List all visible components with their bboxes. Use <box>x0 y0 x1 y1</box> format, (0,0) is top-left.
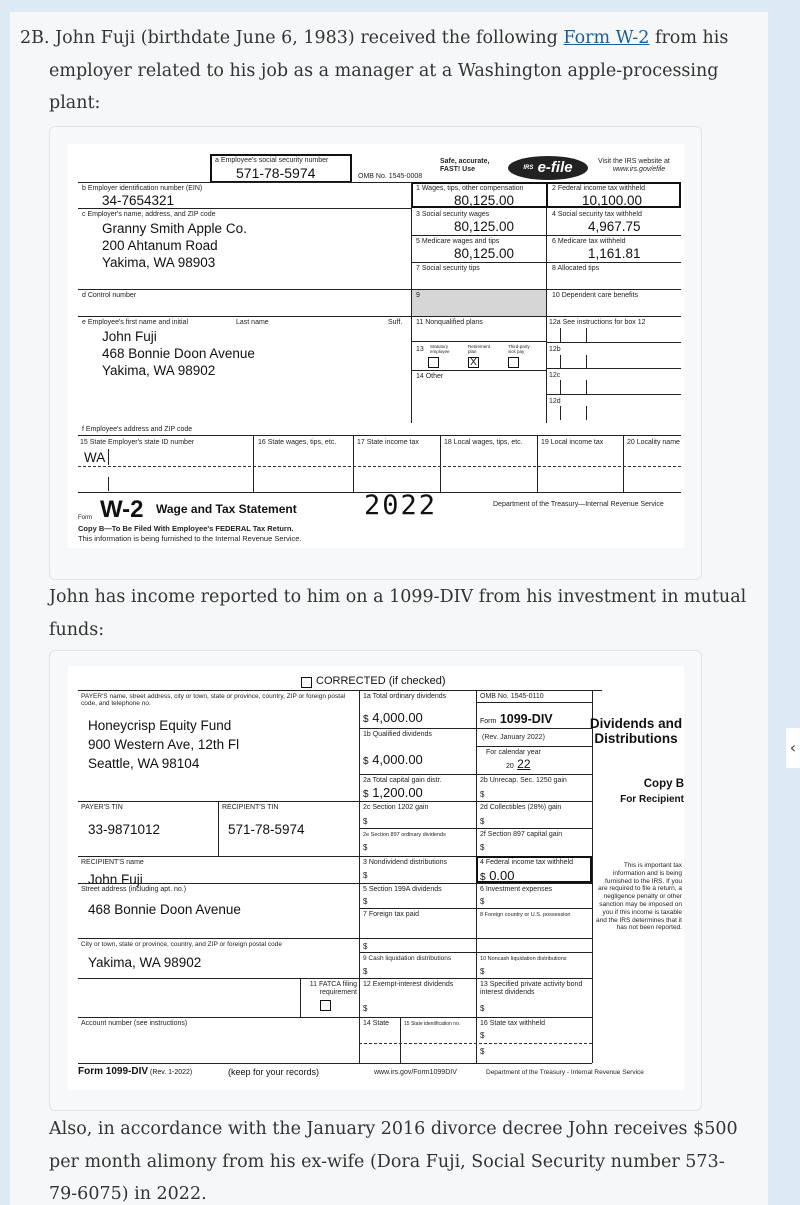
w2-box1-label: 1 Wages, tips, other compensation <box>416 185 524 192</box>
w2-line <box>546 368 681 369</box>
div-box1b: 4,000.00 <box>372 752 423 767</box>
div-line <box>359 952 592 953</box>
div-line <box>78 938 592 939</box>
div-box2a: 1,200.00 <box>372 785 423 800</box>
div-line <box>359 908 592 909</box>
w2-line <box>78 289 681 290</box>
w2-line <box>440 435 441 492</box>
div-year-prefix: 20 <box>506 763 514 770</box>
div-box14-label: 14 State <box>363 1020 390 1027</box>
w2-box12b-label: 12b <box>549 346 561 353</box>
div-line <box>476 702 592 703</box>
recipient-tin-label: RECIPIENT'S TIN <box>222 804 279 811</box>
w2-box-e-label: e Employee's first name and initial <box>82 319 188 326</box>
recipient-name: John Fuji <box>88 872 143 887</box>
w2-box7-label: 7 Social security tips <box>416 265 480 272</box>
w2-box19-label: 19 Local income tax <box>541 439 604 446</box>
dollar-sign: $ <box>363 871 368 880</box>
w2-box-f-label: f Employee's address and ZIP code <box>82 426 193 433</box>
div-line <box>592 774 593 1063</box>
w2-employee-street: 468 Bonnie Doon Avenue <box>102 346 255 361</box>
div-box2d-label: 2d Collectibles (28%) gain <box>480 804 562 811</box>
w2-box16-label: 16 State wages, tips, etc. <box>258 439 337 446</box>
div-box4-label: 4 Federal income tax withheld <box>480 859 573 866</box>
third-party-sick-pay-checkbox[interactable] <box>508 357 519 368</box>
chevron-left-icon[interactable]: ‹ <box>786 728 800 768</box>
w2-box2-label: 2 Federal income tax withheld <box>552 185 645 192</box>
w2-line <box>108 449 109 465</box>
w2-box-c-label: c Employer's name, address, and ZIP code <box>82 211 216 218</box>
w2-box8-label: 8 Allocated tips <box>552 265 600 272</box>
w2-line <box>537 435 538 492</box>
div-line <box>300 978 301 1017</box>
div-box1b-label: 1b Qualified dividends <box>363 731 432 738</box>
recipient-name-label: RECIPIENT'S name <box>81 859 144 866</box>
recipient-city: Yakima, WA 98902 <box>88 955 202 970</box>
w2-box-b-label: b Employer identification number (EIN) <box>82 185 203 192</box>
w2-box13-third-label: Third-party sick pay <box>508 344 530 354</box>
efile-logo-text: e-file <box>537 159 573 176</box>
payer-label: PAYER'S name, street address, city or town, state or province, country, ZIP or foreign postal code, and telephone no. <box>81 693 346 707</box>
efile-logo <box>508 156 588 180</box>
fatca-label: 11 FATCA filing requirement <box>309 981 357 996</box>
w2-line <box>560 380 561 394</box>
w2-form-title: W-2 <box>100 496 144 523</box>
div-side-note: This is important tax information and is being furnished to the IRS. If you are required to file a return, a negligence penalty or other sanction may be imposed on you if this income is taxable and the IRS determines that it has not been reported. <box>596 862 682 932</box>
div-form-word: Form <box>480 718 497 725</box>
div-box5-label: 5 Section 199A dividends <box>363 886 442 893</box>
w2-form-word: Form <box>78 515 92 521</box>
w2-omb: OMB No. 1545-0008 <box>358 173 423 180</box>
div-omb: OMB No. 1545-0110 <box>480 693 544 700</box>
w2-line <box>253 435 254 492</box>
div-footer-rev: (Rev. 1-2022) <box>149 1069 193 1076</box>
w2-safe-line1: Safe, accurate, <box>440 158 490 165</box>
dollar-sign: $ <box>363 897 368 906</box>
w2-suff-label: Suff. <box>388 319 403 326</box>
w2-dept: Department of the Treasury—Internal Revenue Service <box>493 501 664 508</box>
w2-box14-label: 14 Other <box>416 373 444 380</box>
intro-text-end: from his employer related to his job as a manager at a Washington apple-processing plant: <box>49 28 729 113</box>
w2-box-d-label: d Control number <box>82 292 137 299</box>
div-box6-label: 6 Investment expenses <box>480 886 552 893</box>
city-label: City or town, state or province, country, and ZIP or foreign postal code <box>81 941 282 948</box>
div-line <box>78 801 592 802</box>
w2-box4: 4,967.75 <box>588 219 641 234</box>
div-line <box>359 828 592 829</box>
w2-form <box>68 144 684 548</box>
div-line <box>476 746 592 747</box>
div-box2c-label: 2c Section 1202 gain <box>363 804 429 811</box>
div-line <box>359 774 592 775</box>
w2-line <box>586 328 587 342</box>
div-line <box>476 728 592 729</box>
w2-box15-label: 15 State Employer's state ID number <box>80 439 195 446</box>
statutory-employee-checkbox[interactable] <box>428 357 439 368</box>
w2-line <box>108 477 109 491</box>
w2-box4-label: 4 Social security tax withheld <box>552 211 642 218</box>
w2-line <box>411 235 681 236</box>
w2-safe-line2: FAST! Use <box>440 166 476 173</box>
account-label: Account number (see instructions) <box>81 1020 188 1027</box>
div-line <box>78 1063 592 1064</box>
div-box2e-label: 2e Section 897 ordinary dividends <box>363 832 446 838</box>
retirement-plan-checkbox[interactable]: X <box>468 357 479 368</box>
intro-text: 2B. John Fuji (birthdate June 6, 1983) received the following <box>20 28 564 48</box>
div-title2: Distributions <box>594 731 678 746</box>
payer-name: Honeycrisp Equity Fund <box>88 718 232 733</box>
dollar-sign: $ <box>363 817 368 826</box>
dollar-sign: $ <box>480 967 485 976</box>
w2-employee-city: Yakima, WA 98902 <box>102 363 216 378</box>
w2-line <box>546 394 681 395</box>
w2-box2: 10,100.00 <box>582 193 643 208</box>
div-box15-label: 15 State identification no. <box>404 1021 461 1027</box>
dollar-sign: $ <box>480 1004 485 1013</box>
dollar-sign: $ <box>480 817 485 826</box>
div-box16-label: 16 State tax withheld <box>480 1020 545 1027</box>
street-label: Street address (including apt. no.) <box>81 886 187 893</box>
w2-line <box>411 370 546 371</box>
w2-box15-state: WA <box>84 450 106 465</box>
w2-box9-shaded <box>412 290 546 316</box>
w2-box1: 80,125.00 <box>454 193 515 208</box>
div-cal-year: For calendar year <box>486 749 541 756</box>
div-box1a-label: 1a Total ordinary dividends <box>363 693 447 700</box>
div-footer-keep: (keep for your records) <box>228 1067 320 1077</box>
div-box3-label: 3 Nondividend distributions <box>363 859 448 866</box>
div-line <box>78 978 592 979</box>
div-box2f-label: 2f Section 897 capital gain <box>480 831 563 838</box>
w2-box18-label: 18 Local wages, tips, etc. <box>444 439 523 446</box>
payer-street: 900 Western Ave, 12th Fl <box>88 737 240 752</box>
w2-line <box>560 355 561 368</box>
w2-box13-ret-label: Retirement plan <box>468 344 491 354</box>
dollar-sign: $ <box>480 843 485 852</box>
w2-box6-label: 6 Medicare tax withheld <box>552 238 626 245</box>
form-1099-div <box>68 666 684 1090</box>
dollar-sign: $ <box>480 790 485 799</box>
div-box9-label: 9 Cash liquidation distributions <box>363 955 452 962</box>
dollar-sign: $ <box>480 1031 485 1040</box>
form-w2-link[interactable]: Form W-2 <box>563 28 650 48</box>
w2-box17-label: 17 State income tax <box>357 439 419 446</box>
recipient-tin: 571-78-5974 <box>228 822 305 837</box>
div-line <box>400 1017 401 1063</box>
w2-line <box>411 262 681 263</box>
w2-visit-line1: Visit the IRS website at <box>598 158 670 165</box>
dollar-sign: $ <box>363 714 369 725</box>
paragraph-1099: John has income reported to him on a 1099-DIV from his investment in mutual funds: <box>49 587 747 640</box>
w2-box5: 80,125.00 <box>454 246 515 261</box>
w2-box11-label: 11 Nonqualified plans <box>416 319 483 326</box>
div-box2b-label: 2b Unrecap. Sec. 1250 gain <box>480 777 567 784</box>
dollar-sign: $ <box>363 756 369 767</box>
question-intro <box>20 22 740 120</box>
w2-employer-name: Granny Smith Apple Co. <box>102 221 247 236</box>
w2-box3: 80,125.00 <box>454 219 515 234</box>
dollar-sign: $ <box>480 872 486 883</box>
div-box8-label: 8 Foreign country or U.S. possession <box>480 912 571 918</box>
corrected-checkbox[interactable] <box>301 677 312 688</box>
div-box4: 0.00 <box>489 868 515 883</box>
w2-ein: 34-7654321 <box>102 193 175 208</box>
w2-line <box>353 435 354 492</box>
div-line <box>359 728 476 729</box>
w2-line <box>546 342 681 343</box>
div-line <box>78 1017 592 1018</box>
w2-box6: 1,161.81 <box>588 246 641 261</box>
div-form-name: 1099-DIV <box>499 712 553 726</box>
w2-line <box>411 341 546 342</box>
w2-employer-city: Yakima, WA 98903 <box>102 255 216 270</box>
w2-line <box>586 355 587 368</box>
div-box1a: 4,000.00 <box>372 710 423 725</box>
w2-line <box>623 435 624 492</box>
div-line <box>78 690 602 691</box>
w2-ssn: 571-78-5974 <box>236 165 316 181</box>
div-title1: Dividends and <box>589 716 683 731</box>
w2-copy-b: Copy B—To Be Filed With Employee's FEDERAL Tax Return. <box>78 524 294 533</box>
w2-line <box>78 316 681 317</box>
w2-dashed-line <box>78 466 681 467</box>
div-copy-b: Copy B <box>643 778 684 790</box>
w2-box13-stat-label: Statutory employee <box>430 344 450 354</box>
div-footer-dept: Department of the Treasury - Internal Revenue Service <box>486 1069 644 1076</box>
dollar-sign: $ <box>363 843 368 852</box>
w2-box3-label: 3 Social security wages <box>416 211 490 218</box>
w2-line <box>560 328 561 342</box>
w2-box-a-label: a Employee's social security number <box>215 157 329 164</box>
w2-line <box>546 182 548 208</box>
div-line <box>218 801 219 856</box>
w2-last-name-label: Last name <box>236 319 269 326</box>
w2-employee-name: John Fuji <box>102 329 157 344</box>
payer-city: Seattle, WA 98104 <box>88 756 200 771</box>
w2-line <box>560 406 561 420</box>
w2-line <box>586 406 587 420</box>
w2-box13-label: 13 <box>416 346 424 353</box>
div-box10-label: 10 Noncash liquidation distributions <box>480 956 567 962</box>
w2-box12c-label: 12c <box>549 372 561 379</box>
w2-visit-line2: www.irs.gov/efile <box>613 166 666 173</box>
w2-box12d-label: 12d <box>549 398 561 405</box>
dollar-sign: $ <box>363 967 368 976</box>
div-box13-label: 13 Specified private activity bond interest dividends <box>480 981 583 996</box>
div-box2a-label: 2a Total capital gain distr. <box>363 777 442 784</box>
div-footer-url: www.irs.gov/Form1099DIV <box>374 1069 457 1076</box>
div-rev: (Rev. January 2022) <box>482 734 545 741</box>
w2-box9-label: 9 <box>416 292 420 299</box>
w2-line <box>586 380 587 394</box>
w2-box20-label: 20 Locality name <box>627 439 680 446</box>
div-dashed-line <box>359 1043 592 1044</box>
dollar-sign: $ <box>363 942 368 951</box>
dollar-sign: $ <box>363 1004 368 1013</box>
corrected-label: CORRECTED (if checked) <box>316 675 446 687</box>
w2-box5-label: 5 Medicare wages and tips <box>416 238 500 245</box>
dollar-sign: $ <box>363 789 369 800</box>
div-footer-form <box>78 1066 192 1077</box>
recipient-street: 468 Bonnie Doon Avenue <box>88 902 241 917</box>
div-line <box>359 690 360 1063</box>
dollar-sign: $ <box>480 1047 485 1056</box>
right-scroll-margin <box>768 0 800 1205</box>
payer-tin: 33-9871012 <box>88 822 161 837</box>
div-for-recipient: For Recipient <box>620 794 684 805</box>
paragraph-alimony: Also, in accordance with the January 2016 divorce decree John receives $500 per month alimony from his ex-wife (Dora Fuji, Social Security number 573-79-6075) in 2022. <box>49 1119 738 1204</box>
dollar-sign: $ <box>480 897 485 906</box>
w2-box12a-label: 12a See instructions for box 12 <box>549 319 646 326</box>
fatca-checkbox[interactable] <box>320 1000 331 1011</box>
w2-copy-b2: This information is being furnished to the Internal Revenue Service. <box>78 534 302 543</box>
div-box12-label: 12 Exempt-interest dividends <box>363 981 454 988</box>
div-box7-label: 7 Foreign tax paid <box>363 911 420 918</box>
w2-employer-street: 200 Ahtanum Road <box>102 238 218 253</box>
w2-year: 2022 <box>364 490 438 521</box>
left-border <box>0 0 10 1205</box>
div-line <box>78 883 592 884</box>
w2-line <box>78 435 681 436</box>
payer-tin-label: PAYER'S TIN <box>81 804 123 811</box>
w2-box10-label: 10 Dependent care benefits <box>552 292 639 299</box>
efile-logo-irs: IRS <box>523 165 534 172</box>
div-footer-form-name: Form 1099-DIV <box>78 1066 149 1077</box>
w2-statement: Wage and Tax Statement <box>156 502 297 516</box>
top-border <box>10 0 800 12</box>
div-year: 22 <box>517 757 531 771</box>
w2-line <box>78 208 411 209</box>
